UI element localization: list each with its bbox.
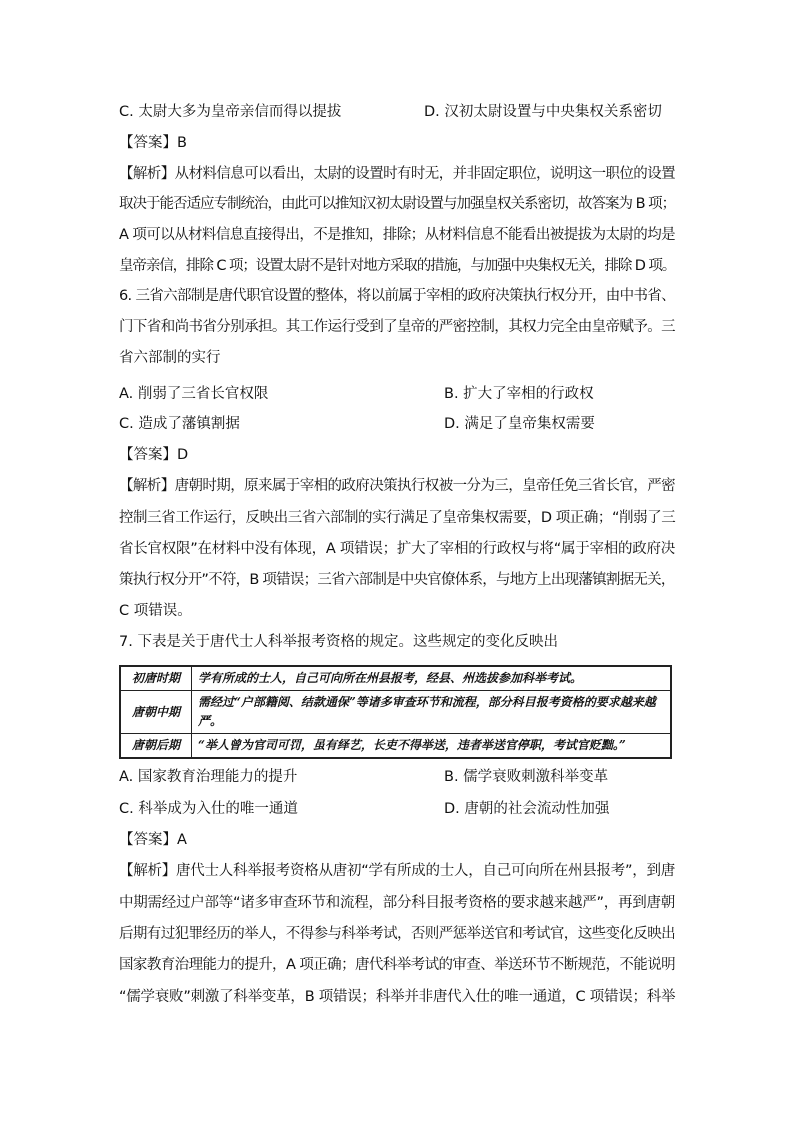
- q7-option-a: A. 国家教育治理能力的提升: [119, 769, 298, 785]
- period-cell: 唐朝中期: [120, 691, 192, 734]
- q7-analysis-line-1: 【解析】唐代士人科举报考资格从唐初“学有所成的士人，自己可向所在州县报考”，到唐: [119, 863, 676, 879]
- table-row: [120, 734, 671, 759]
- content-cell: “举人曾为官司可罚，虽有绎艺，长吏不得举送，违者举送官停职，考试官贬黜。”: [192, 734, 672, 759]
- period-cell: 唐朝后期: [120, 734, 192, 759]
- content-cell: 学有所成的士人，自己可向所在州县报考，经县、州选拔参加科举考试。: [192, 666, 672, 691]
- q7-stem: 7. 下表是关于唐代士人科举报考资格的规定。这些规定的变化反映出: [119, 634, 558, 650]
- q6-option-d: D. 满足了皇帝集权需要: [444, 416, 595, 432]
- q6-answer: 【答案】D: [119, 447, 189, 463]
- period-cell: 初唐时期: [120, 666, 192, 691]
- q6-option-a: A. 削弱了三省长官权限: [119, 386, 269, 402]
- q7-analysis-line-4: 国家教育治理能力的提升，A 项正确；唐代科举考试的审查、举送环节不断规范，不能说明: [119, 957, 676, 973]
- q7-option-b: B. 儒学衰败刺激科举变革: [444, 769, 609, 785]
- q6-analysis-line-3: 省长官权限”在材料中没有体现，A 项错误；扩大了宰相的行政权与将“属于宰相的政府决: [119, 541, 676, 557]
- q7-analysis-line-5: “儒学衰败”刺激了科举变革，B 项错误；科举并非唐代入仕的唯一通道，C 项错误；科举: [119, 989, 676, 1005]
- content-cell: 需经过“户部籍阅、结款通保”等诸多审查环节和流程，部分科目报考资格的要求越来越严。: [192, 691, 672, 734]
- q6-option-c: C. 造成了藩镇割据: [119, 416, 240, 432]
- q5-analysis-line-2: 取决于能否适应专制统治，由此可以推知汉初太尉设置与加强皇权关系密切，故答案为 B 项；: [119, 196, 676, 212]
- q7-answer: 【答案】A: [119, 832, 187, 848]
- q6-analysis-line-4: 策执行权分开”不符，B 项错误；三省六部制是中央官僚体系，与地方上出现藩镇割据无关，: [119, 572, 675, 588]
- q6-analysis-line-1: 【解析】唐朝时期，原来属于宰相的政府决策执行权被一分为三，皇帝任免三省长官，严密: [119, 478, 675, 494]
- q7-option-d: D. 唐朝的社会流动性加强: [444, 801, 610, 817]
- q5-answer: 【答案】B: [119, 135, 187, 151]
- q5-analysis-line-4: 皇帝亲信，排除 C 项；设置太尉不是针对地方采取的措施，与加强中央集权无关，排除 D 项。: [119, 258, 676, 274]
- q6-stem-line-1: 6. 三省六部制是唐代职官设置的整体，将以前属于宰相的政府决策执行权分开，由中书省、: [119, 288, 675, 304]
- exam-rules-table: [119, 665, 672, 759]
- q5-option-c: C. 太尉大多为皇帝亲信而得以提拔: [119, 104, 342, 120]
- q6-option-b: B. 扩大了宰相的行政权: [444, 386, 594, 402]
- q5-analysis-line-3: A 项可以从材料信息直接得出，不是推知，排除；从材料信息不能看出被提拔为太尉的均是: [119, 227, 676, 243]
- q6-analysis-line-2: 控制三省工作运行，反映出三省六部制的实行满足了皇帝集权需要，D 项正确；“削弱了三: [119, 510, 676, 526]
- table-row: [120, 691, 671, 734]
- q6-stem-line-3: 省六部制的实行: [119, 350, 221, 366]
- q5-option-d: D. 汉初太尉设置与中央集权关系密切: [424, 104, 662, 120]
- q6-analysis-line-5: C 项错误。: [119, 603, 192, 619]
- q7-analysis-line-2: 中期需经过户部等“诸多审查环节和流程，部分科目报考资格的要求越来越严”，再到唐朝: [119, 895, 676, 911]
- q5-analysis-line-1: 【解析】从材料信息可以看出，太尉的设置时有时无，并非固定职位，说明这一职位的设置: [119, 166, 675, 182]
- q6-stem-line-2: 门下省和尚书省分别承担。其工作运行受到了皇帝的严密控制，其权力完全由皇帝赋予。三: [119, 319, 675, 335]
- q7-analysis-line-3: 后期有过犯罪经历的举人，不得参与科举考试，否则严惩举送官和考试官，这些变化反映出: [119, 926, 675, 942]
- q7-option-c: C. 科举成为入仕的唯一通道: [119, 801, 298, 817]
- table-row: [120, 666, 671, 691]
